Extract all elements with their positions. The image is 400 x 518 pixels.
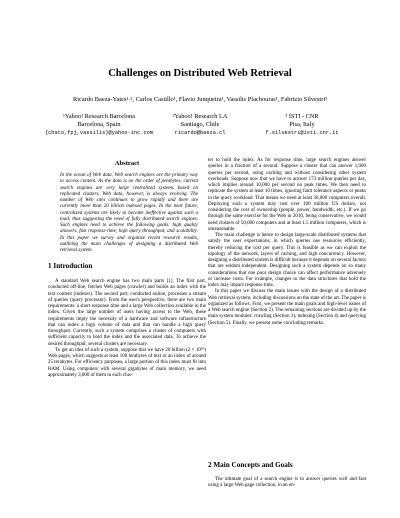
intro-continued-paragraph: ter to hold the index. As for response time, large search engines answer queries in a fraction of a second. Suppose a cluster that can answer 1,000 queries per second, using caching and without considering other system overheads. Suppose now that we have to answer 173 million queries per day, which implies around 10,000 per second on peak times. We then need to replicate the system at least 10 times, ignoring fault tolerance aspects or peaks in the query workload. That means we need at least 30,000 computers overall. Deploying such a system may cost over 100 million US dollars, not considering the cost of ownership (people, power, bandwidth, etc.). If we go through the same exercise for the Web in 2010, being conservative, we would need clusters of 50,000 computers and at least 1.5 million computers, which is unreasonable.: [208, 158, 366, 232]
affiliation-3-location: Pisa, Italy: [289, 121, 315, 129]
section-1-heading: 1 Introduction: [48, 262, 93, 270]
section-2-paragraph: The ultimate goal of a search engine is to answer queries well and fast using a large Web page collection, in an en-: [208, 477, 366, 489]
section-1-paragraph: To get an idea of such a system, suppose that we have 20 billion (2 × 10¹⁰) Web pages, which suggests at least 100 terabytes of text or an index of around 25 terabytes. For efficiency purposes, a large portion of this index must fit into RAM. Using computers with several gigabytes of main memory, we need approximately 3,000 of them in each clus-: [48, 347, 206, 378]
abstract-text: In the ocean of Web data, Web search engines are the primary way to access content. As the data is on the order of petabytes, current search engines are very large centralized systems based on replicated clusters. Web data, however, is always evolving. The number of Web sites continues to grow rapidly and there are currently more than 20 billion indexed pages. In the near future, centralized systems are likely to become ineffective against such a load, thus suggesting the need of fully distributed search engines. Such engines need to achieve the following goals: high quality answers, fast response time, high query throughput, and scalability. In this paper we survey and organize recent research results, outlining the main challenges of designing a distributed Web retrieval system.: [60, 173, 198, 253]
affiliation-2-org: ²Yahoo! Research LA: [172, 113, 228, 120]
affiliation-1-org: ¹Yahoo! Research Barcelona: [63, 113, 135, 120]
paper-title: Challenges on Distributed Web Retrieval: [108, 68, 292, 79]
affiliation-1-location: Barcelona, Spain: [77, 121, 121, 129]
abstract-heading: Abstract: [114, 160, 140, 167]
author-list: Ricardo Baeza-Yates¹·², Carlos Castillo¹, Flavio Junqueira¹, Vassilis Plachouras¹, Fabrizio Silvestri³: [72, 96, 328, 103]
affiliation-1-email: {chato,fpj,vassilis}@yahoo-inc.com: [44, 130, 154, 137]
affiliation-3: [250, 113, 354, 138]
affiliation-2: [148, 113, 252, 138]
affiliation-3-email: f.silvestri@isti.cnr.it: [265, 130, 339, 137]
section-1-paragraph: A standard Web search engine has two main parts [1]. The first part, conducted off-line, fetches Web pages (crawler) and builds an index with the text content (indexer). The second part, conducted online, processes a stream of queries (query processor). From the user's perspective, there are two main requirements: a short response time and a large Web collection available in the index. Given the large number of users having access to the Web, these requirements imply the necessity of a hardware and software infrastructure that can index a high volume of data and that can handle a high query throughput. Currently, such a system comprises a cluster of computers with sufficient capacity to hold the index and the associated data. To achieve the desired throughput, several clusters are necessary.: [48, 279, 206, 347]
intro-paragraph: In this paper we discuss the main issues with the design of a distributed Web retrieval system, including discussions on the state of the art. The paper is organized as follows. First, we present the main goals and high-level issues of a Web search engine (Section 2). The remaining sections are divided up by the main system modules: crawling (Section 3), indexing (Section 4) and querying (Section 5). Finally, we present some concluding remarks.: [208, 289, 366, 326]
affiliation-3-org: ³ ISTI - CNR: [285, 113, 319, 120]
section-1-body: [48, 279, 206, 379]
affiliation-2-email: ricardo@baeza.cl: [174, 130, 226, 137]
right-column-body: [208, 158, 366, 327]
affiliation-1: [44, 113, 154, 138]
affiliation-2-location: Santiago, Chile: [180, 121, 220, 129]
section-2-body: [208, 477, 366, 490]
intro-paragraph: The main challenge is hence to design large-scale distributed systems that satisfy the user expectations, in which queries use resources efficiently, thereby reducing the cost per query. This is feasible as we can exploit the topology of the network, layers of caching, and high concurrency. However, designing a distributed system is difficult because it depends on several factors that are seldom independent. Designing such a system depends on so many considerations that one poor design choice can affect performance adversely or increase costs. For example, changes to the data structures that hold the index may impact response time.: [208, 233, 366, 288]
section-2-heading: 2 Main Concepts and Goals: [208, 461, 293, 469]
